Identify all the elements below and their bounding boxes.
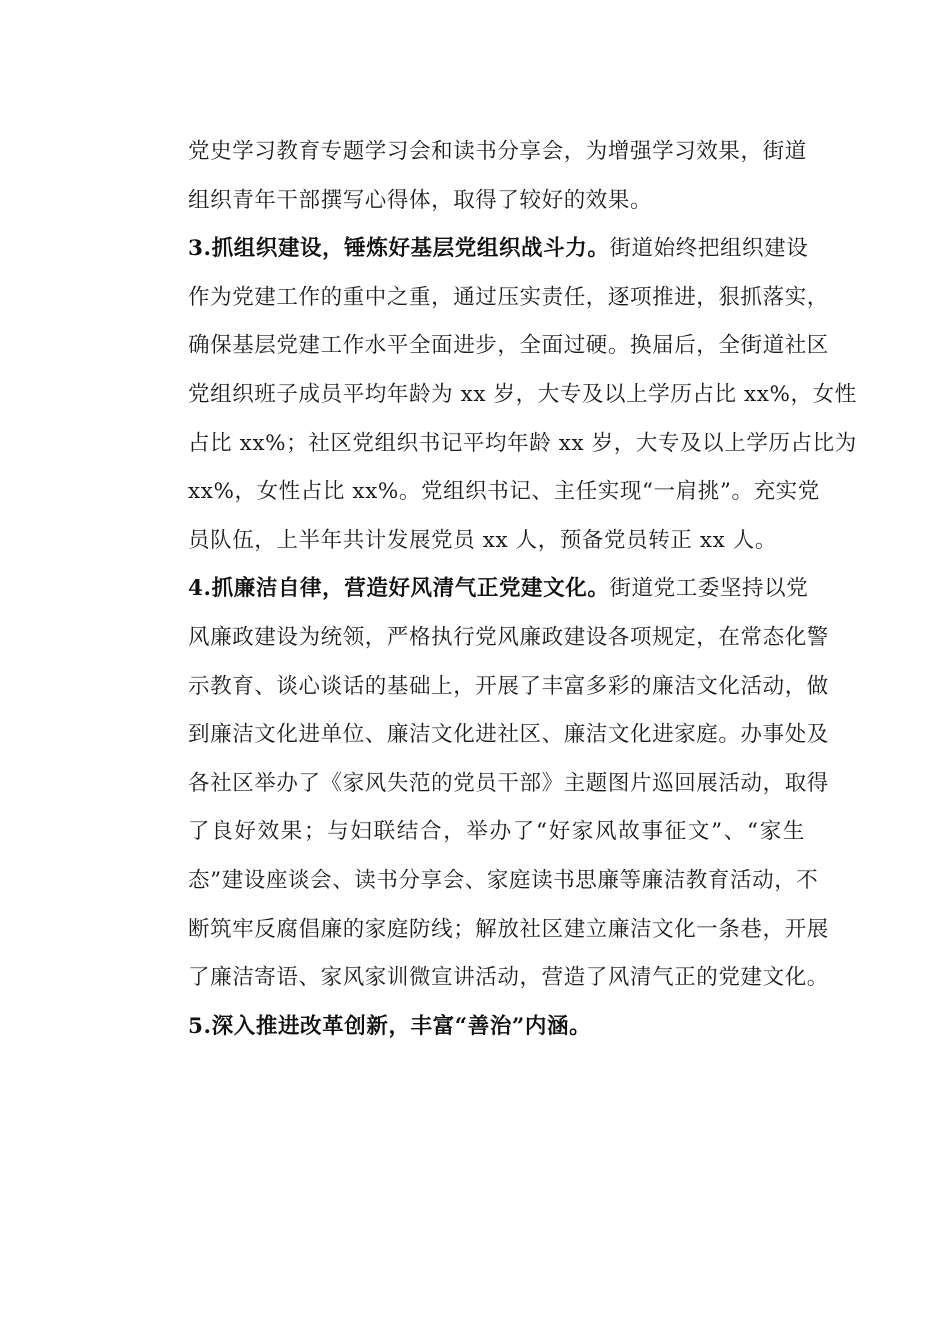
text-line <box>145 225 809 274</box>
text-line <box>145 1003 805 1052</box>
text-line: 员队伍，上半年共计发展党员 xx 人，预备党员转正 xx 人。 <box>188 527 777 553</box>
text-run: 街道党工委坚持以党 <box>609 576 809 602</box>
text-run: 街道始终把组织建设 <box>609 236 809 262</box>
text-line: 风廉政建设为统领，严格执行党风廉政建设各项规定，在常态化警 <box>188 624 829 650</box>
text-line: 态”建设座谈会、读书分享会、家庭读书思廉等廉洁教育活动，不 <box>188 867 819 893</box>
paragraph-3 <box>145 565 829 1002</box>
document-body <box>145 128 857 1051</box>
text-line: 了廉洁寄语、家风家训微宣讲活动，营造了风清气正的党建文化。 <box>188 965 829 991</box>
text-line: xx%，女性占比 xx%。党组织书记、主任实现“一肩挑”。充实党 <box>188 479 820 505</box>
text-line: 各社区举办了《家风失范的党员干部》主题图片巡回展活动，取得 <box>188 770 829 796</box>
text-line <box>145 565 809 614</box>
section-heading-3: 3.抓组织建设，锤炼好基层党组织战斗力。 <box>188 236 610 262</box>
section-heading-4: 4.抓廉洁自律，营造好风清气正党建文化。 <box>188 576 610 602</box>
text-line: 占比 xx%；社区党组织书记平均年龄 xx 岁，大专及以上学历占比为 <box>188 430 857 456</box>
text-line: 党组织班子成员平均年龄为 xx 岁，大专及以上学历占比 xx%，女性 <box>188 381 857 407</box>
text-line: 到廉洁文化进单位、廉洁文化进社区、廉洁文化进家庭。办事处及 <box>188 722 829 748</box>
text-line: 确保基层党建工作水平全面进步，全面过硬。换届后，全街道社区 <box>188 333 829 359</box>
text-line: 断筑牢反腐倡廉的家庭防线；解放社区建立廉洁文化一条巷，开展 <box>188 916 829 942</box>
paragraph-4 <box>145 1003 805 1052</box>
text-line: 组织青年干部撰写心得体，取得了较好的效果。 <box>188 187 653 213</box>
text-line: 党史学习教育专题学习会和读书分享会，为增强学习效果，街道 <box>188 139 807 164</box>
paragraph-2 <box>145 225 857 565</box>
text-line: 示教育、谈心谈话的基础上，开展了丰富多彩的廉洁文化活动，做 <box>188 673 829 699</box>
paragraph-1 <box>145 128 805 225</box>
section-heading-5: 5.深入推进改革创新，丰富“善治”内涵。 <box>188 1013 592 1039</box>
text-line: 了良好效果；与妇联结合，举办了“好家风故事征文”、“家生 <box>188 819 805 845</box>
text-line: 作为党建工作的重中之重，通过压实责任，逐项推进，狠抓落实， <box>188 284 829 310</box>
